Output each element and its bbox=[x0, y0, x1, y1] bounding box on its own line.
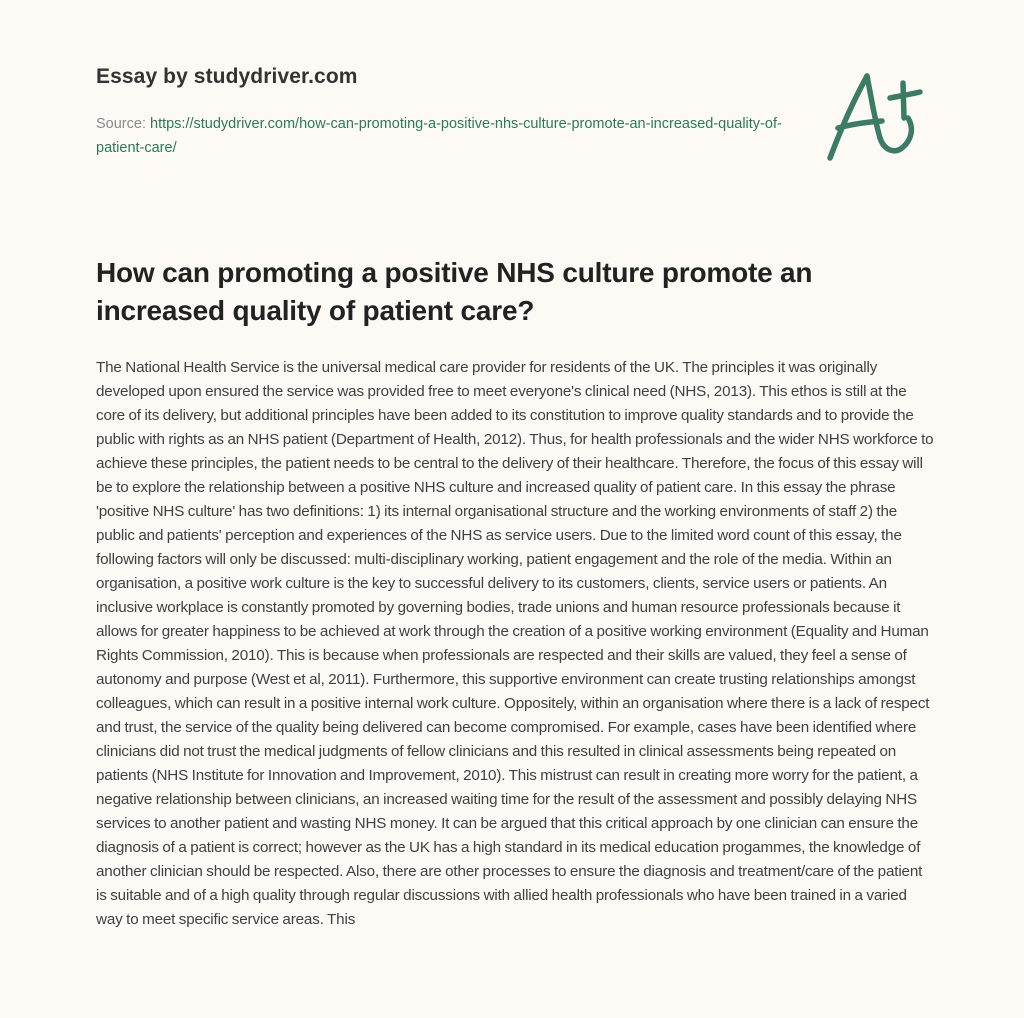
essay-body: The National Health Service is the universal medical care provider for residents of the UK. The principles it was originally developed upon ensured the service was provided free to meet everyone's clinical need (NHS, 2013). This ethos is still at the core of its delivery, but additional principles have been added to its constitution to improve quality standards and to provide the public with rights as an NHS patient (Department of Health, 2012). Thus, for health professionals and the wider NHS workforce to achieve these principles, the patient needs to be central to the delivery of their healthcare. Therefore, the focus of this essay will be to explore the relationship between a positive NHS culture and increased quality of patient care. In this essay the phrase 'positive NHS culture' has two definitions: 1) its internal organisational structure and the working environments of staff 2) the public and patients' perception and experiences of the NHS as service users. Due to the limited word count of this essay, the following factors will only be discussed: multi-disciplinary working, patient engagement and the role of the media. Within an organisation, a positive work culture is the key to successful delivery to its customers, clients, service users or patients. An inclusive workplace is constantly promoted by governing bodies, trade unions and human resource professionals because it allows for greater happiness to be achieved at work through the creation of a positive working environment (Equality and Human Rights Commission, 2010). This is because when professionals are respected and their skills are valued, they feel a sense of autonomy and purpose (West et al, 2011). Furthermore, this supportive environment can create trusting relationships amongst colleagues, which can result in a positive internal work culture. Oppositely, within an organisation where there is a lack of respect and trust, the service of the quality being delivered can become compromised. For example, cases have been identified where clinicians did not trust the medical judgments of fellow clinicians and this resulted in clinical assessments being repeated on patients (NHS Institute for Innovation and Improvement, 2010). This mistrust can result in creating more worry for the patient, a negative relationship between clinicians, an increased waiting time for the result of the assessment and possibly delaying NHS services to another patient and wasting NHS money. It can be argued that this critical approach by one clinician can ensure the diagnosis of a patient is correct; however as the UK has a high standard in its medical education progammes, the knowledge of another clinician should be respected. Also, there are other processes to ensure the diagnosis and treatment/care of the patient is suitable and of a high quality through regular discussions with allied health professionals who have been trained in a varied way to meet specific service areas. This bbox=[96, 359, 934, 928]
source-label: Source: bbox=[96, 116, 150, 132]
essay-title: How can promoting a positive NHS culture promote an increased quality of patient care? bbox=[96, 257, 813, 326]
page-header bbox=[96, 62, 796, 160]
source-line bbox=[96, 112, 796, 160]
a-plus-grade-icon bbox=[820, 66, 930, 166]
site-title: Essay by studydriver.com bbox=[96, 65, 358, 88]
source-link[interactable]: https://studydriver.com/how-can-promoting-a-positive-nhs-culture-promote-an-increased-quality-of-patient-care/ bbox=[96, 116, 782, 156]
